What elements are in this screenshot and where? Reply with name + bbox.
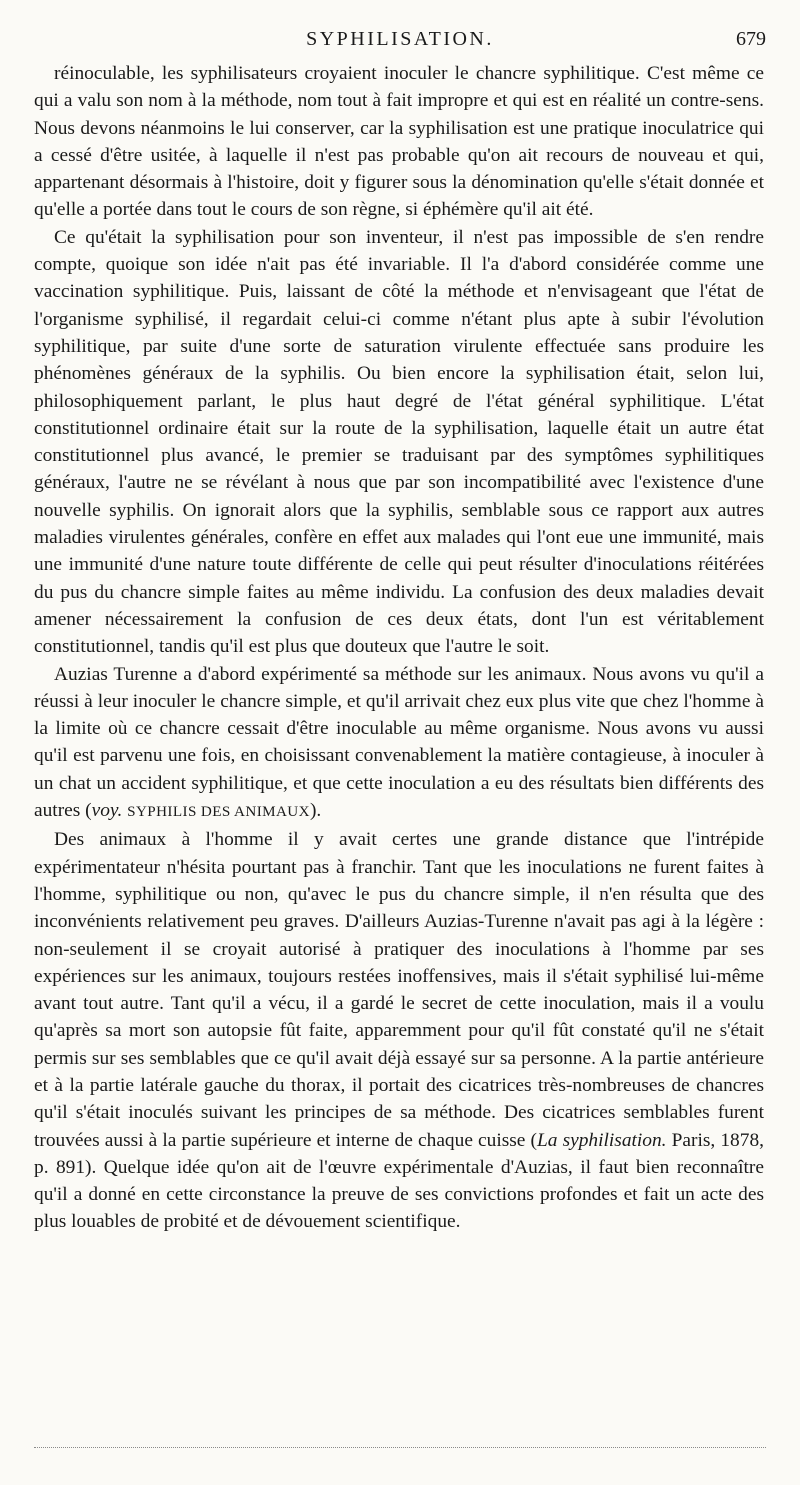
paragraph-1-text: réinoculable, les syphilisateurs croyaient inoculer le chancre syphilitique. C'est même ce qui a valu son nom à la méthode, nom tout à fait impropre et qui est en réalité un contre-sens. Nous devons néanmoins le lui conserver, car la syphilisation est une pratique inoculatrice qui a cessé d'être usitée, à laquelle il n'est pas probable qu'on ait recours de nouveau et qui, appartenant désormais à l'histoire, doit y figurer sous la dénomination qu'elle s'était donnée et qu'elle a portée dans tout le cours de son règne, si éphémère qu'il ait été.	[34, 63, 764, 221]
running-title: SYPHILISATION.	[306, 28, 494, 50]
body-text	[34, 60, 764, 1236]
cross-reference-smallcaps: SYPHILIS DES ANIMAUX	[127, 804, 310, 821]
citation-details: Paris, 1878, p. 891).	[34, 1129, 764, 1178]
footer-rule	[34, 1447, 766, 1448]
paragraph-2	[34, 224, 764, 661]
paragraph-4-closing: Quelque idée qu'on ait de l'œuvre expérimentale d'Auzias, il faut bien reconnaître qu'il a donné en cette circonstance la preuve de ses convictions profondes et fait un acte des plus louables de probité et de dévouement scientifique.	[34, 1156, 764, 1233]
paragraph-3-text: Auzias Turenne a d'abord expérimenté sa méthode sur les animaux. Nous avons vu qu'il a réussi à leur inoculer le chancre simple, et qu'il arrivait chez eux plus vite que chez l'homme à la limite où ce chancre cessait d'être inoculable au même organisme. Nous avons vu aussi qu'il est parvenu une fois, en choisissant convenablement la matière contagieuse, à inoculer à un chat un accident syphilitique, et que cette inoculation a eu des résultats bien différents des autres (	[34, 663, 764, 822]
paragraph-3-closing: ).	[309, 800, 322, 822]
voy-reference: voy.	[91, 800, 123, 822]
paragraph-4	[34, 826, 764, 1235]
paragraph-1	[34, 60, 764, 224]
citation-title: La syphilisation.	[536, 1129, 667, 1151]
paragraph-2-text: Ce qu'était la syphilisation pour son inventeur, il n'est pas impossible de s'en rendre compte, quoique son idée n'ait pas été invariable. Il l'a d'abord considérée comme une vaccination syphilitique. Puis, laissant de côté la méthode et n'envisageant que l'état de l'organisme syphilisé, il regardait celui-ci comme n'étant plus apte à subir l'évolution syphilitique, par suite d'une sorte de saturation virulente effectuée sans produire les phénomènes généraux de la syphilis. Ou bien encore la syphilisation était, selon lui, philosophiquement parlant, le plus haut degré de l'état général syphilitique. L'état constitutionnel ordinaire était sur la route de la syphilisation, laquelle était un autre état constitutionnel plus avancé, le premier se traduisant par des symptômes syphilitiques généraux, l'autre ne se révélant à nous que par son incompatibilité avec l'existence d'une nouvelle syphilis. On ignorait alors que la syphilis, semblable sous ce rapport aux autres maladies virulentes générales, confère en effet aux malades qui l'ont eue une immunité, mais une immunité d'une nature toute différente de celle qui peut résulter d'inoculations réitérées du pus du chancre simple faites au même individu. La confusion des deux maladies devait amener nécessairement la confusion de ces deux états, dont l'un est véritablement constitutionnel, tandis qu'il est plus que douteux que l'autre le soit.	[34, 226, 764, 658]
page-number: 679	[736, 28, 766, 50]
paragraph-3	[34, 661, 764, 827]
paragraph-4-text: Des animaux à l'homme il y avait certes une grande distance que l'intrépide expérimentateur n'hésita pourtant pas à franchir. Tant que les inoculations ne furent faites à l'homme, syphilitique ou non, qu'avec le pus du chancre simple, il n'en résulta que des inconvénients relativement peu graves. D'ailleurs Auzias-Turenne n'avait pas agi à la légère : non-seulement il se croyait autorisé à pratiquer des inoculations à l'homme par ses expériences sur les animaux, toujours restées inoffensives, mais il s'était syphilisé lui-même avant tout autre. Tant qu'il a vécu, il a gardé le secret de cette inoculation, mais il a voulu qu'après sa mort son autopsie fût faite, apparemment pour qu'il fût constaté qu'il ne s'était permis sur ses semblables que ce qu'il avait déjà essayé sur sa personne. A la partie antérieure et à la partie latérale gauche du thorax, il portait des cicatrices très-nombreuses de chancres qu'il s'était inoculés suivant les principes de sa méthode. Des cicatrices semblables furent trouvées aussi à la partie supérieure et interne de chaque cuisse (	[34, 829, 764, 1151]
page-header	[34, 28, 766, 58]
